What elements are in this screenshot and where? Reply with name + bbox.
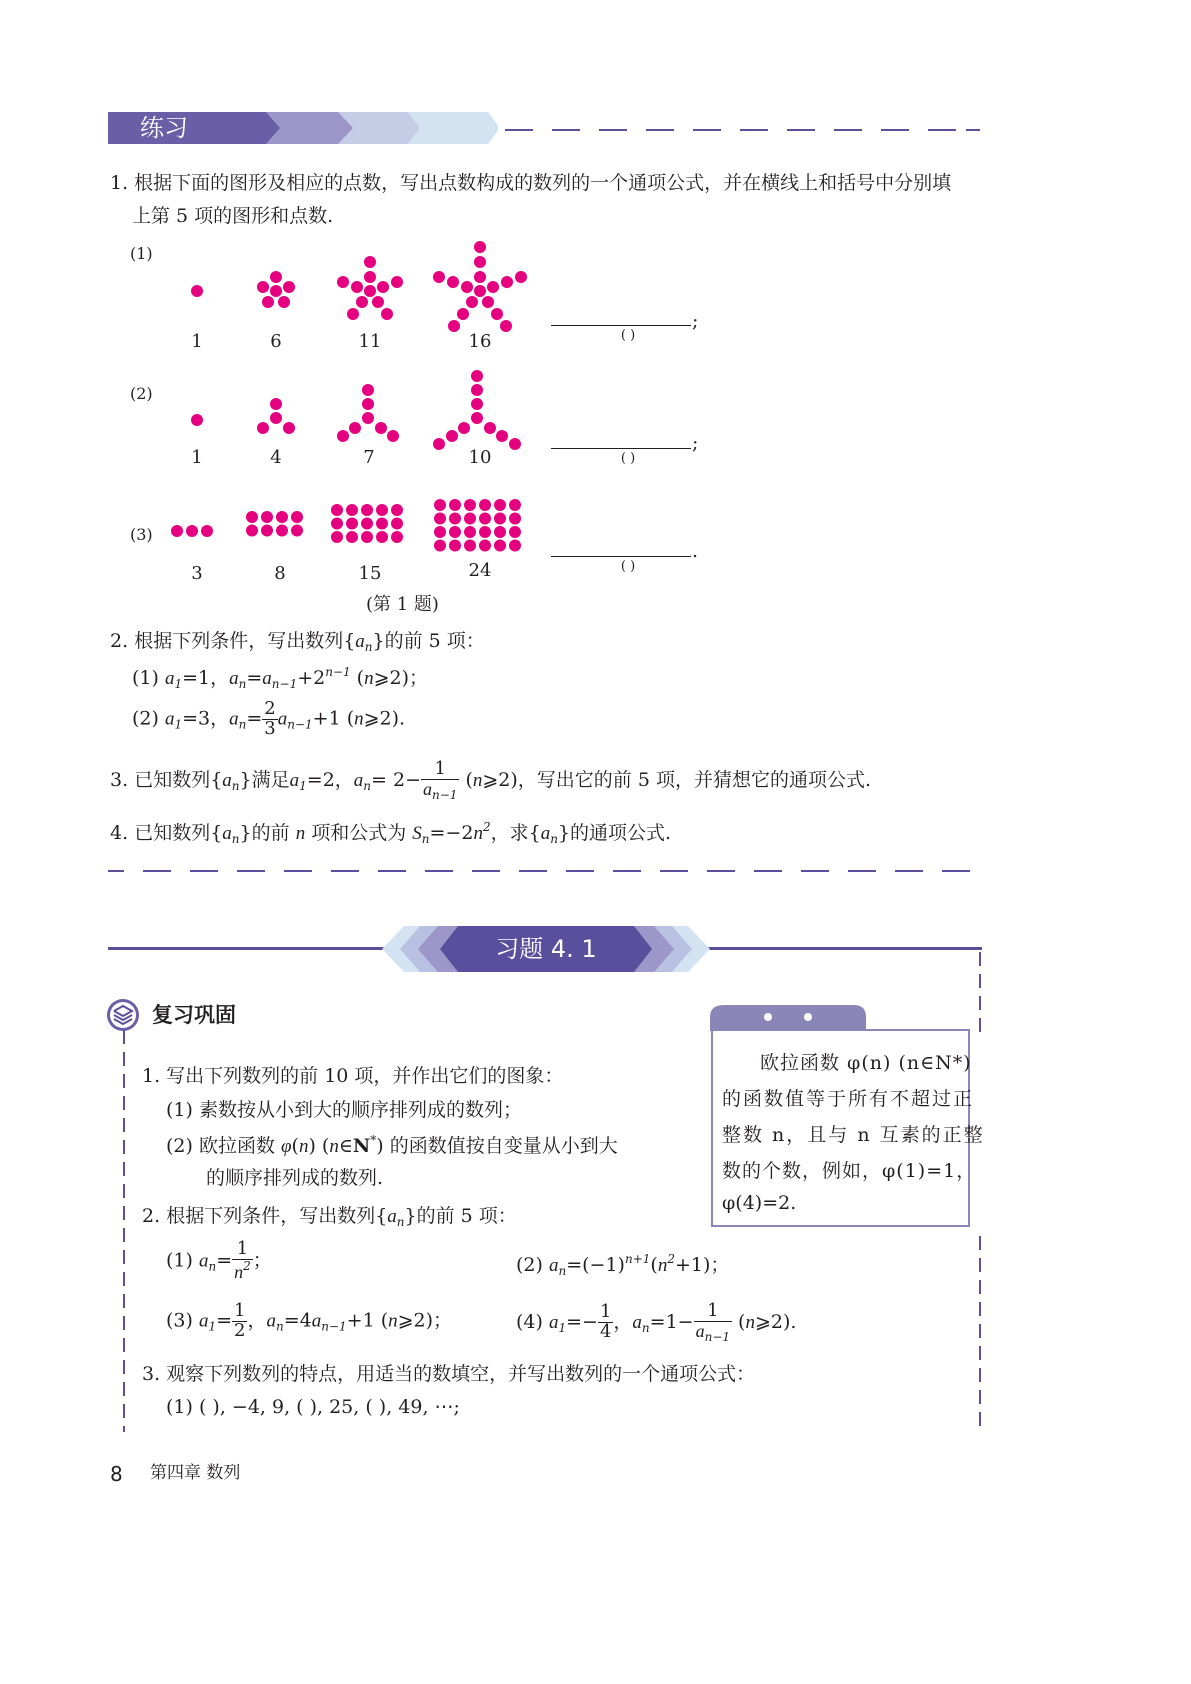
rect-dot [464, 526, 476, 538]
q1-part1-label: (1) [130, 244, 153, 263]
rect-dot [391, 531, 403, 543]
note-line-2: 的函数值等于所有不超过正 [722, 1088, 975, 1110]
exercise-q3-stem: 3. 观察下列数列的特点，用适当的数填空，并写出数列的一个通项公式： [142, 1363, 756, 1385]
rect-dot [449, 513, 461, 525]
rect-dot [449, 540, 461, 552]
exercise-q1-item2-cont: 的顺序排列成的数列. [206, 1167, 384, 1189]
q1-part3-dot-figures [165, 495, 535, 565]
q1-part2-end: ; [692, 432, 699, 454]
rect-dot [331, 518, 343, 530]
rect-dot [276, 525, 288, 537]
rect-dot [479, 499, 491, 511]
practice-q2-stem: 2. 根据下列条件，写出数列$\{a_n\}$的前 5 项： [110, 630, 485, 654]
note-line-3: 整数 n，且与 n 互素的正整 [722, 1124, 985, 1146]
q1-part1-end: ; [692, 310, 699, 332]
q1-part3-label: (3) [130, 525, 153, 544]
rect-dot [361, 518, 373, 530]
q1-part2-count-3: 7 [363, 447, 375, 468]
rect-dot [361, 531, 373, 543]
q1-part1-dot-figures [150, 235, 540, 335]
exercise-q1-item2: (2) 欧拉函数 φ(n) (n∈N*) 的函数值按自变量从小到大 [166, 1133, 618, 1157]
practice-q1-line1: 1. 根据下面的图形及相应的点数，写出点数构成的数列的一个通项公式，并在横线上和括号中分别填 [110, 172, 952, 194]
rect-dot [509, 526, 521, 538]
exercise-q2-part1: (1) $a_n=$ $\frac{1}{n^2}$ ； [166, 1238, 272, 1282]
q1-part3-count-3: 15 [358, 563, 382, 584]
chapter-footer: 第四章 数列 [150, 1463, 241, 1483]
rect-dot [391, 504, 403, 516]
q1-part3-count-4: 24 [468, 560, 492, 581]
rect-dot [246, 525, 258, 537]
rect-dot [464, 540, 476, 552]
rect-dot [376, 531, 388, 543]
rect-dot [331, 504, 343, 516]
rect-dot [331, 531, 343, 543]
practice-q3: 3. 已知数列$\{a_n\}$满足$a_1=2$，$a_n= 2-$ $\frac{1}{a_{n-1}}$ (n⩾2)，写出它的前 5 项，并猜想它的通项公式. [110, 758, 872, 802]
q1-part1-count-4: 16 [468, 331, 492, 352]
exercise-q2-part4: (4) $a_1=-$ $\frac{1}{4}$ ，$a_n=1-$ $\frac{1}{a_{n-1}}$ (n⩾2). [516, 1300, 797, 1344]
rect-dot [186, 525, 198, 537]
rect-dot [361, 504, 373, 516]
rect-dot [376, 518, 388, 530]
exercise-q3-item1: (1) ( ), −4, 9, ( ), 25, ( ), 49, ⋯; [166, 1396, 460, 1418]
rect-dot [449, 526, 461, 538]
q1-part1-count-1: 1 [191, 331, 203, 352]
q1-part3-count-1: 3 [191, 563, 203, 584]
rect-dot [509, 540, 521, 552]
rect-dot [479, 540, 491, 552]
rect-dot [291, 511, 303, 523]
q1-part3-end: . [692, 540, 699, 562]
rect-dot [346, 504, 358, 516]
rect-dot [434, 540, 446, 552]
note-line-5: φ(4)=2. [722, 1192, 797, 1214]
note-line-4: 数的个数，例如，φ(1)=1， [722, 1160, 977, 1182]
rect-dot [261, 511, 273, 523]
q1-part2-count-blank[interactable]: ( ) [620, 451, 636, 466]
practice-q1-line2: 上第 5 项的图形和点数. [132, 205, 334, 227]
exercise-q1-item1: (1) 素数按从小到大的顺序排列成的数列； [166, 1099, 522, 1121]
q1-part1-count-blank[interactable]: ( ) [620, 328, 636, 343]
q1-part1-answer-line[interactable] [551, 325, 691, 326]
rect-dot [246, 511, 258, 523]
rect-dot [291, 525, 303, 537]
layers-icon [106, 998, 140, 1032]
rect-dot [276, 511, 288, 523]
practice-q4: 4. 已知数列$\{a_n\}$的前 n 项和公式为 $S_n=-2n^2$，求$\{a_n\}$的通项公式. [110, 820, 672, 846]
q1-part2-dot-figures [150, 360, 540, 455]
exercise-q2-part3: (3) $a_1=$ $\frac{1}{2}$ ，$a_n=4a_{n-1}+1$ (n⩾2)； [166, 1300, 453, 1341]
rect-dot [509, 499, 521, 511]
q1-part2-count-1: 1 [191, 447, 203, 468]
q1-part3-count-2: 8 [274, 563, 286, 584]
q1-part3-answer-line[interactable] [551, 556, 691, 557]
practice-title: 练习 [140, 114, 188, 142]
rect-dot [479, 526, 491, 538]
section-heading-review: 复习巩固 [152, 1003, 236, 1027]
rect-dot [494, 513, 506, 525]
q1-part3-count-blank[interactable]: ( ) [620, 559, 636, 574]
page-number: 8 [110, 1462, 123, 1486]
note-line-1: 欧拉函数 φ(n) (n∈N*) [760, 1052, 972, 1074]
rect-dot [434, 513, 446, 525]
exercise-header-line-right [706, 947, 982, 950]
q1-part2-answer-line[interactable] [551, 448, 691, 449]
rect-dot [201, 525, 213, 537]
rect-dot [434, 526, 446, 538]
q1-part2-count-2: 4 [270, 447, 282, 468]
exercise-title: 习题 4. 1 [495, 935, 597, 963]
practice-q2-part2: (2) $a_1=3$，$a_n=$ $\frac{2}{3}$ $a_{n-1}+1$ (n⩾2). [132, 698, 406, 739]
exercise-q2-stem: 2. 根据下列条件，写出数列$\{a_n\}$的前 5 项： [142, 1205, 517, 1229]
note-tab [710, 1003, 868, 1031]
rect-dot [261, 525, 273, 537]
rect-dot [464, 499, 476, 511]
rect-dot [391, 518, 403, 530]
q1-figure-caption: (第 1 题) [366, 594, 439, 615]
q1-part2-label: (2) [130, 384, 153, 403]
practice-q2-part1: (1) $a_1=1$，$a_n=a_{n-1}+2^{n-1}$ (n⩾2)； [132, 665, 429, 691]
q1-part1-count-2: 6 [270, 331, 282, 352]
rect-dot [494, 540, 506, 552]
rect-dot [434, 499, 446, 511]
rect-dot [479, 513, 491, 525]
rect-dot [464, 513, 476, 525]
exercise-q2-part2: (2) $a_n=(-1)^{n+1}(n^2+1)$； [516, 1252, 730, 1278]
q1-part1-count-3: 11 [358, 331, 382, 352]
rect-dot [509, 513, 521, 525]
rect-dot [171, 525, 183, 537]
exercise-header-line-left [108, 947, 386, 950]
rect-dot [494, 499, 506, 511]
exercise-q1-stem: 1. 写出下列数列的前 10 项，并作出它们的图象： [142, 1065, 564, 1087]
rect-dot [346, 518, 358, 530]
rect-dot [449, 499, 461, 511]
rect-dot [376, 504, 388, 516]
q1-part2-count-4: 10 [468, 447, 492, 468]
rect-dot [346, 531, 358, 543]
rect-dot [494, 526, 506, 538]
